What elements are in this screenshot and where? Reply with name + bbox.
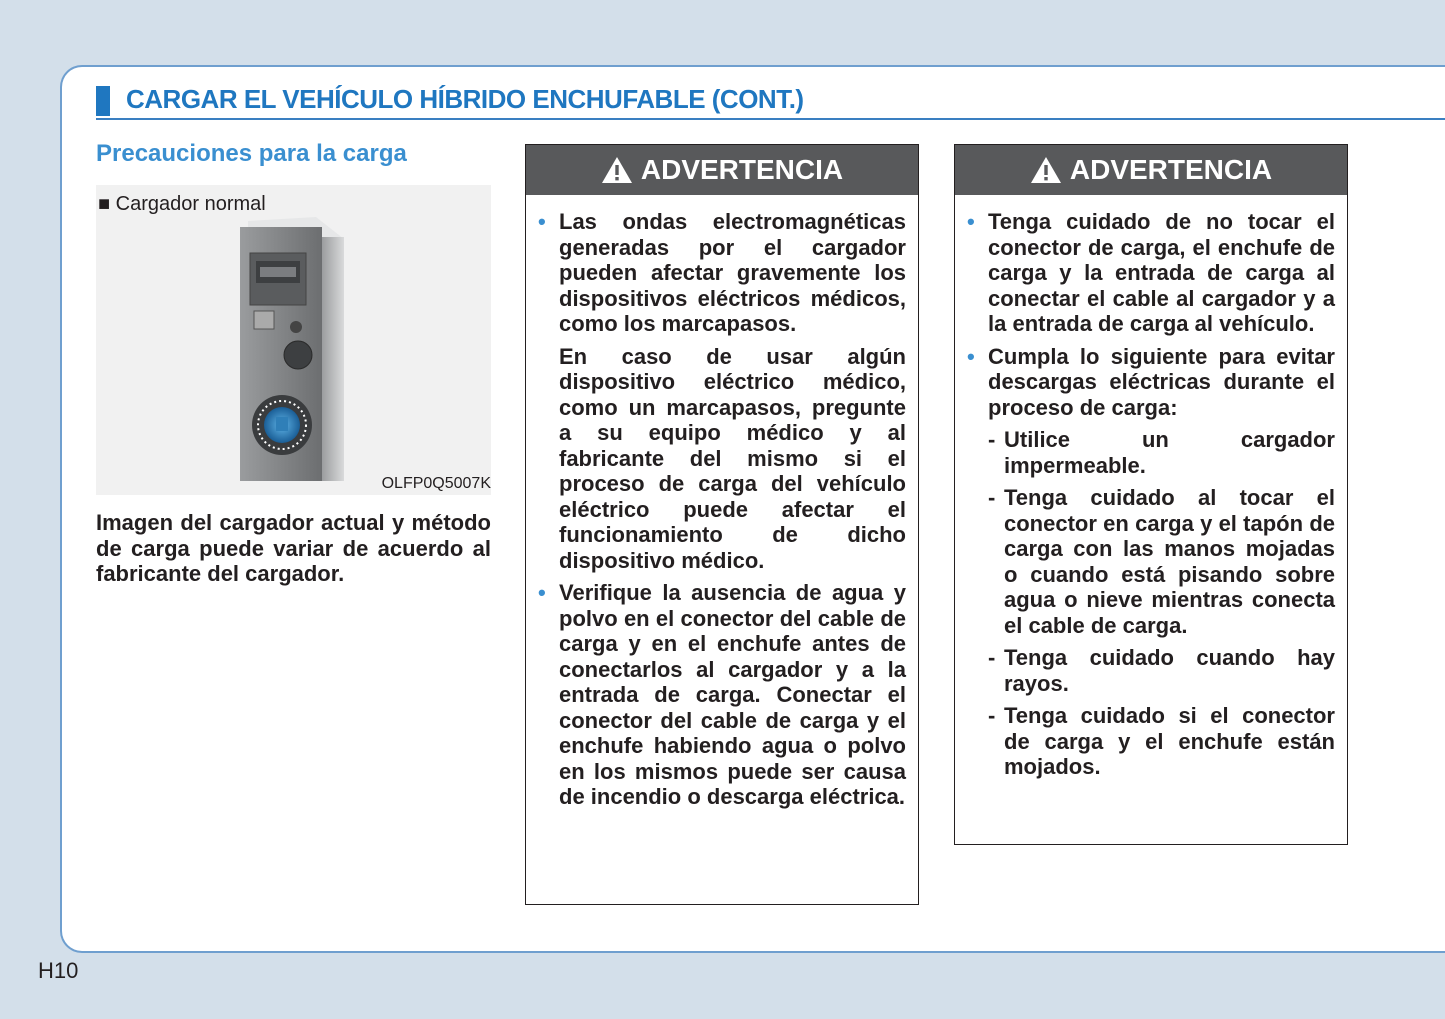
warning-title: ADVERTENCIA bbox=[1069, 154, 1273, 185]
warning-subitem: - Tenga cuidado al tocar el conector en carga y el tapón de carga con las manos mojadas o cuando está pisando sobre agua o nieve mientras conecta el cable de carga. bbox=[988, 485, 1335, 638]
charger-illustration bbox=[226, 213, 356, 483]
warning-header bbox=[955, 145, 1347, 195]
bullet-icon: • bbox=[967, 343, 975, 369]
page-number: H10 bbox=[38, 958, 79, 983]
figure-code: OLFP0Q5007K bbox=[381, 475, 491, 492]
bullet-icon: • bbox=[538, 580, 546, 605]
warning-paragraph: En caso de usar algún dispositivo eléctrico médico, como un marcapasos, pregunte a su equipo médico y al fabricante del mismo si el proceso de carga del vehículo eléctrico puede afectar el funcionamiento de dicho dispositivo médico. bbox=[559, 343, 906, 573]
warning-item: • Verifique la ausencia de agua y polvo en el conector del cable de carga y en el enchufe antes de conectarlos al cargador y a la entrada de carga. Conectar el conector del cable de carga y el enchufe habiendo agua o polvo en los mismos puede ser causa de incendio o descarga eléctrica. bbox=[538, 580, 906, 809]
warning-header bbox=[526, 145, 918, 195]
warning-subitem: - Utilice un cargador impermeable. bbox=[988, 427, 1335, 478]
warning-box-1 bbox=[525, 144, 919, 905]
warning-item: • Tenga cuidado de no tocar el conector de carga, el enchufe de carga y la entrada de carga al conectar el cable al cargador y a la entrada de carga al vehículo. bbox=[967, 209, 1335, 336]
warning-subitem: - Tenga cuidado si el conector de carga y el enchufe están mojados. bbox=[988, 703, 1335, 779]
warning-subitem: - Tenga cuidado cuando hay rayos. bbox=[988, 645, 1335, 696]
section-heading: Precauciones para la carga bbox=[96, 140, 407, 167]
warning-box-2 bbox=[954, 144, 1348, 845]
section-title-bar bbox=[96, 86, 1445, 120]
warning-item: • Cumpla lo siguiente para evitar descargas eléctricas durante el proceso de carga: bbox=[967, 343, 1335, 420]
figure-label: ■ Cargador normal bbox=[98, 193, 266, 215]
warning-item: • Las ondas electromagnéticas generadas por el cargador pueden afectar gravemente los dispositivos eléctricos médicos, como los marcapasos. bbox=[538, 209, 906, 336]
warning-triangle-icon bbox=[1030, 156, 1062, 184]
bullet-icon: • bbox=[967, 209, 975, 234]
title-accent-mark bbox=[96, 86, 110, 116]
charger-figure bbox=[96, 185, 491, 495]
bullet-icon: • bbox=[538, 209, 546, 234]
warning-title: ADVERTENCIA bbox=[640, 154, 844, 185]
figure-caption: Imagen del cargador actual y método de carga puede variar de acuerdo al fabricante del cargador. bbox=[96, 510, 491, 586]
warning-triangle-icon bbox=[601, 156, 633, 184]
page-title: CARGAR EL VEHÍCULO HÍBRIDO ENCHUFABLE (CONT.) bbox=[126, 84, 804, 114]
